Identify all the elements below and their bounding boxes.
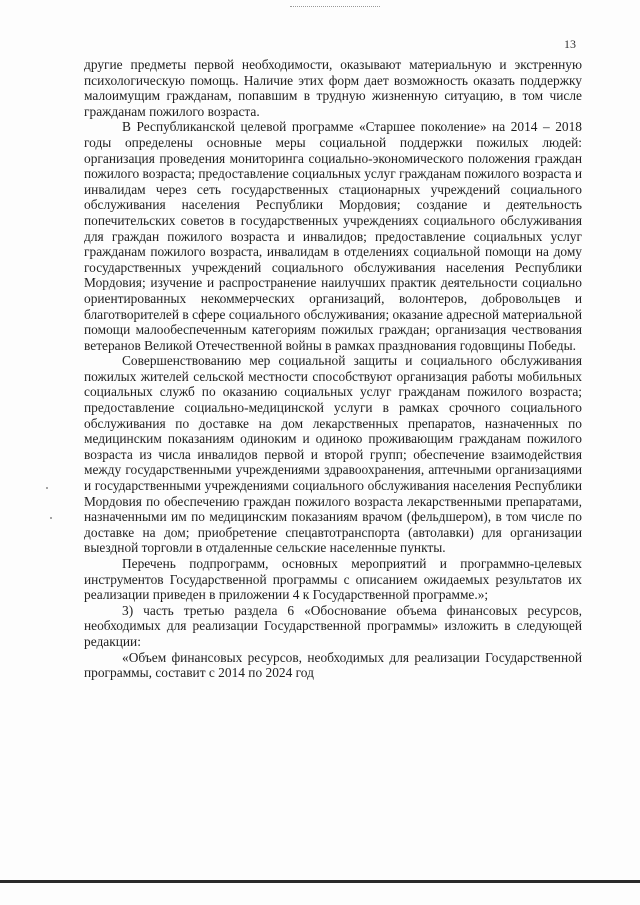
paragraph: «Объем финансовых ресурсов, необходимых для реализации Государственной программы, составит с 2014 по 2024 год — [84, 649, 582, 681]
scan-edge — [0, 880, 640, 883]
scan-dot — [50, 517, 52, 519]
paragraph: другие предметы первой необходимости, оказывают материальную и экстренную психологическую помощь. Наличие этих форм дает возможность оказать поддержку малоимущим гражданам, попавшим в трудную жизненную ситуацию, в том числе гражданам пожилого возраста. — [84, 57, 582, 119]
scan-dot — [46, 487, 48, 489]
list-item: 3) часть третью раздела 6 «Обоснование объема финансовых ресурсов, необходимых для реализации Государственной программы» изложить в следующей редакции: — [84, 602, 582, 649]
paragraph: Перечень подпрограмм, основных мероприятий и программно-целевых инструментов Государственной программы с описанием ожидаемых результатов их реализации приведен в приложении 4 к Государственной программе.»; — [84, 556, 582, 603]
paragraph: Совершенствованию мер социальной защиты и социального обслуживания пожилых жителей сельской местности способствуют организация работы мобильных социальных служб по оказанию социальных услуг гражданам пожилого возраста; предоставление социально-медицинской услуги в рамках срочного социального обслуживания по доставке на дом лекарственных препаратов, назначенных по медицинским показаниям одиноким и одиноко проживающим гражданам пожилого возраста из числа инвалидов первой и второй групп; обеспечение взаимодействия между государственными учреждениями здравоохранения, аптечными организациями и государственными учреждениями социального обслуживания населения Республики Мордовия по обеспечению граждан пожилого возраста лекарственными препаратами, назначенными им по медицинским показаниям врачом (фельдшером), в том числе по доставке на дом; приобретение спецавтотранспорта (автолавки) для организации выездной торговли в отдаленные сельские населенные пункты. — [84, 353, 582, 556]
paragraph: В Республиканской целевой программе «Старшее поколение» на 2014 – 2018 годы определены основные меры социальной поддержки пожилых людей: организация проведения мониторинга социально-экономического положения граждан пожилого возраста; предоставление социальных услуг гражданам пожилого возраста и инвалидам через сеть государственных стационарных учреждений социального обслуживания населения Республики Мордовия; создание и деятельность попечительских советов в государственных учреждениях социального обслуживания для граждан пожилого возраста и инвалидов; предоставление социальных услуг гражданам пожилого возраста, инвалидам в отделениях социальной помощи на дому государственных учреждений социального обслуживания населения Республики Мордовия; изучение и распространение наилучших практик деятельности социально ориентированных некоммерческих организаций, волонтеров, добровольцев и благотворителей в сфере социального обслуживания; оказание адресной материальной помощи малообеспеченным категориям пожилых граждан; организация чествования ветеранов Великой Отечественной войны в рамках празднования годовщины Победы. — [84, 119, 582, 353]
scan-artifact — [290, 6, 380, 10]
page-number: 13 — [564, 37, 576, 51]
document-body — [84, 57, 582, 681]
